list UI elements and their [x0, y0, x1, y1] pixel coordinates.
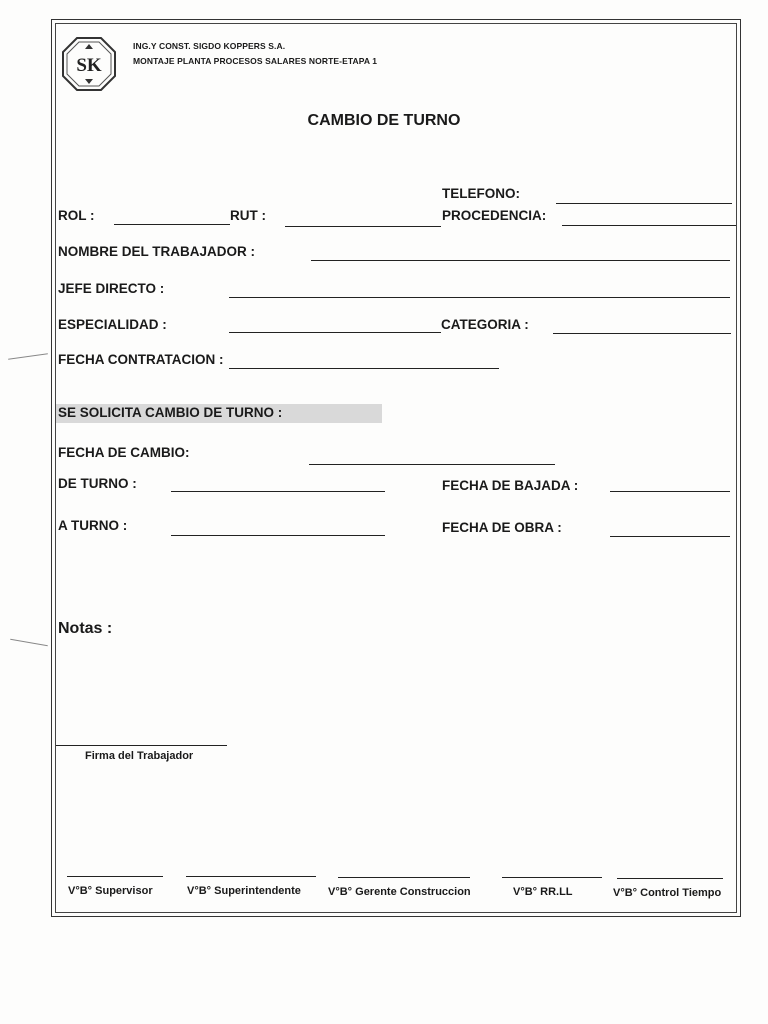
gerente-signature-line[interactable]: [338, 877, 470, 878]
supervisor-signature-line[interactable]: [67, 876, 163, 877]
fecha-contratacion-field[interactable]: [229, 368, 499, 369]
fecha-cambio-label: FECHA DE CAMBIO:: [58, 445, 190, 460]
control-label: V°B° Control Tiempo: [613, 887, 722, 899]
fecha-obra-label: FECHA DE OBRA :: [442, 520, 562, 535]
rrll-label: V°B° RR.LL: [513, 886, 573, 898]
notas-label: Notas :: [58, 620, 113, 637]
especialidad-field[interactable]: [229, 332, 441, 333]
de-turno-label: DE TURNO :: [58, 476, 137, 491]
firma-line[interactable]: [56, 745, 227, 746]
form-inner-border: [55, 23, 737, 913]
rut-field[interactable]: [285, 226, 441, 227]
telefono-label: TELEFONO:: [442, 186, 520, 201]
gerente-label: V°B° Gerente Construccion: [328, 886, 471, 898]
scan-mark: [10, 639, 48, 647]
fecha-obra-field[interactable]: [610, 536, 730, 537]
rut-label: RUT :: [230, 208, 266, 223]
especialidad-label: ESPECIALIDAD :: [58, 317, 167, 332]
project-name: MONTAJE PLANTA PROCESOS SALARES NORTE-ETAPA 1: [133, 56, 378, 66]
rrll-signature-line[interactable]: [502, 877, 602, 878]
superintendente-signature-line[interactable]: [186, 876, 316, 877]
fecha-bajada-field[interactable]: [610, 491, 730, 492]
control-signature-line[interactable]: [617, 878, 723, 879]
solicita-label: SE SOLICITA CAMBIO DE TURNO :: [58, 405, 283, 420]
a-turno-label: A TURNO :: [58, 518, 128, 533]
logo-text: SK: [76, 55, 102, 76]
fecha-cambio-field[interactable]: [309, 464, 555, 465]
nombre-field[interactable]: [311, 260, 730, 261]
categoria-field[interactable]: [553, 333, 731, 334]
company-name: ING.Y CONST. SIGDO KOPPERS S.A.: [133, 41, 286, 51]
procedencia-field[interactable]: [562, 225, 736, 226]
fecha-bajada-label: FECHA DE BAJADA :: [442, 478, 579, 493]
rol-label: ROL :: [58, 208, 95, 223]
supervisor-label: V°B° Supervisor: [68, 885, 153, 897]
nombre-label: NOMBRE DEL TRABAJADOR :: [58, 244, 256, 259]
a-turno-field[interactable]: [171, 535, 385, 536]
rol-field[interactable]: [114, 224, 230, 225]
form-title: CAMBIO DE TURNO: [307, 112, 461, 129]
categoria-label: CATEGORIA :: [441, 317, 529, 332]
telefono-field[interactable]: [556, 203, 732, 204]
procedencia-label: PROCEDENCIA:: [442, 208, 547, 223]
superintendente-label: V°B° Superintendente: [187, 885, 301, 897]
fecha-contratacion-label: FECHA CONTRATACION :: [58, 352, 224, 367]
firma-label: Firma del Trabajador: [85, 750, 194, 762]
sk-logo-icon: [61, 36, 117, 92]
scan-mark: [8, 353, 48, 360]
jefe-field[interactable]: [229, 297, 730, 298]
de-turno-field[interactable]: [171, 491, 385, 492]
jefe-label: JEFE DIRECTO :: [58, 281, 165, 296]
